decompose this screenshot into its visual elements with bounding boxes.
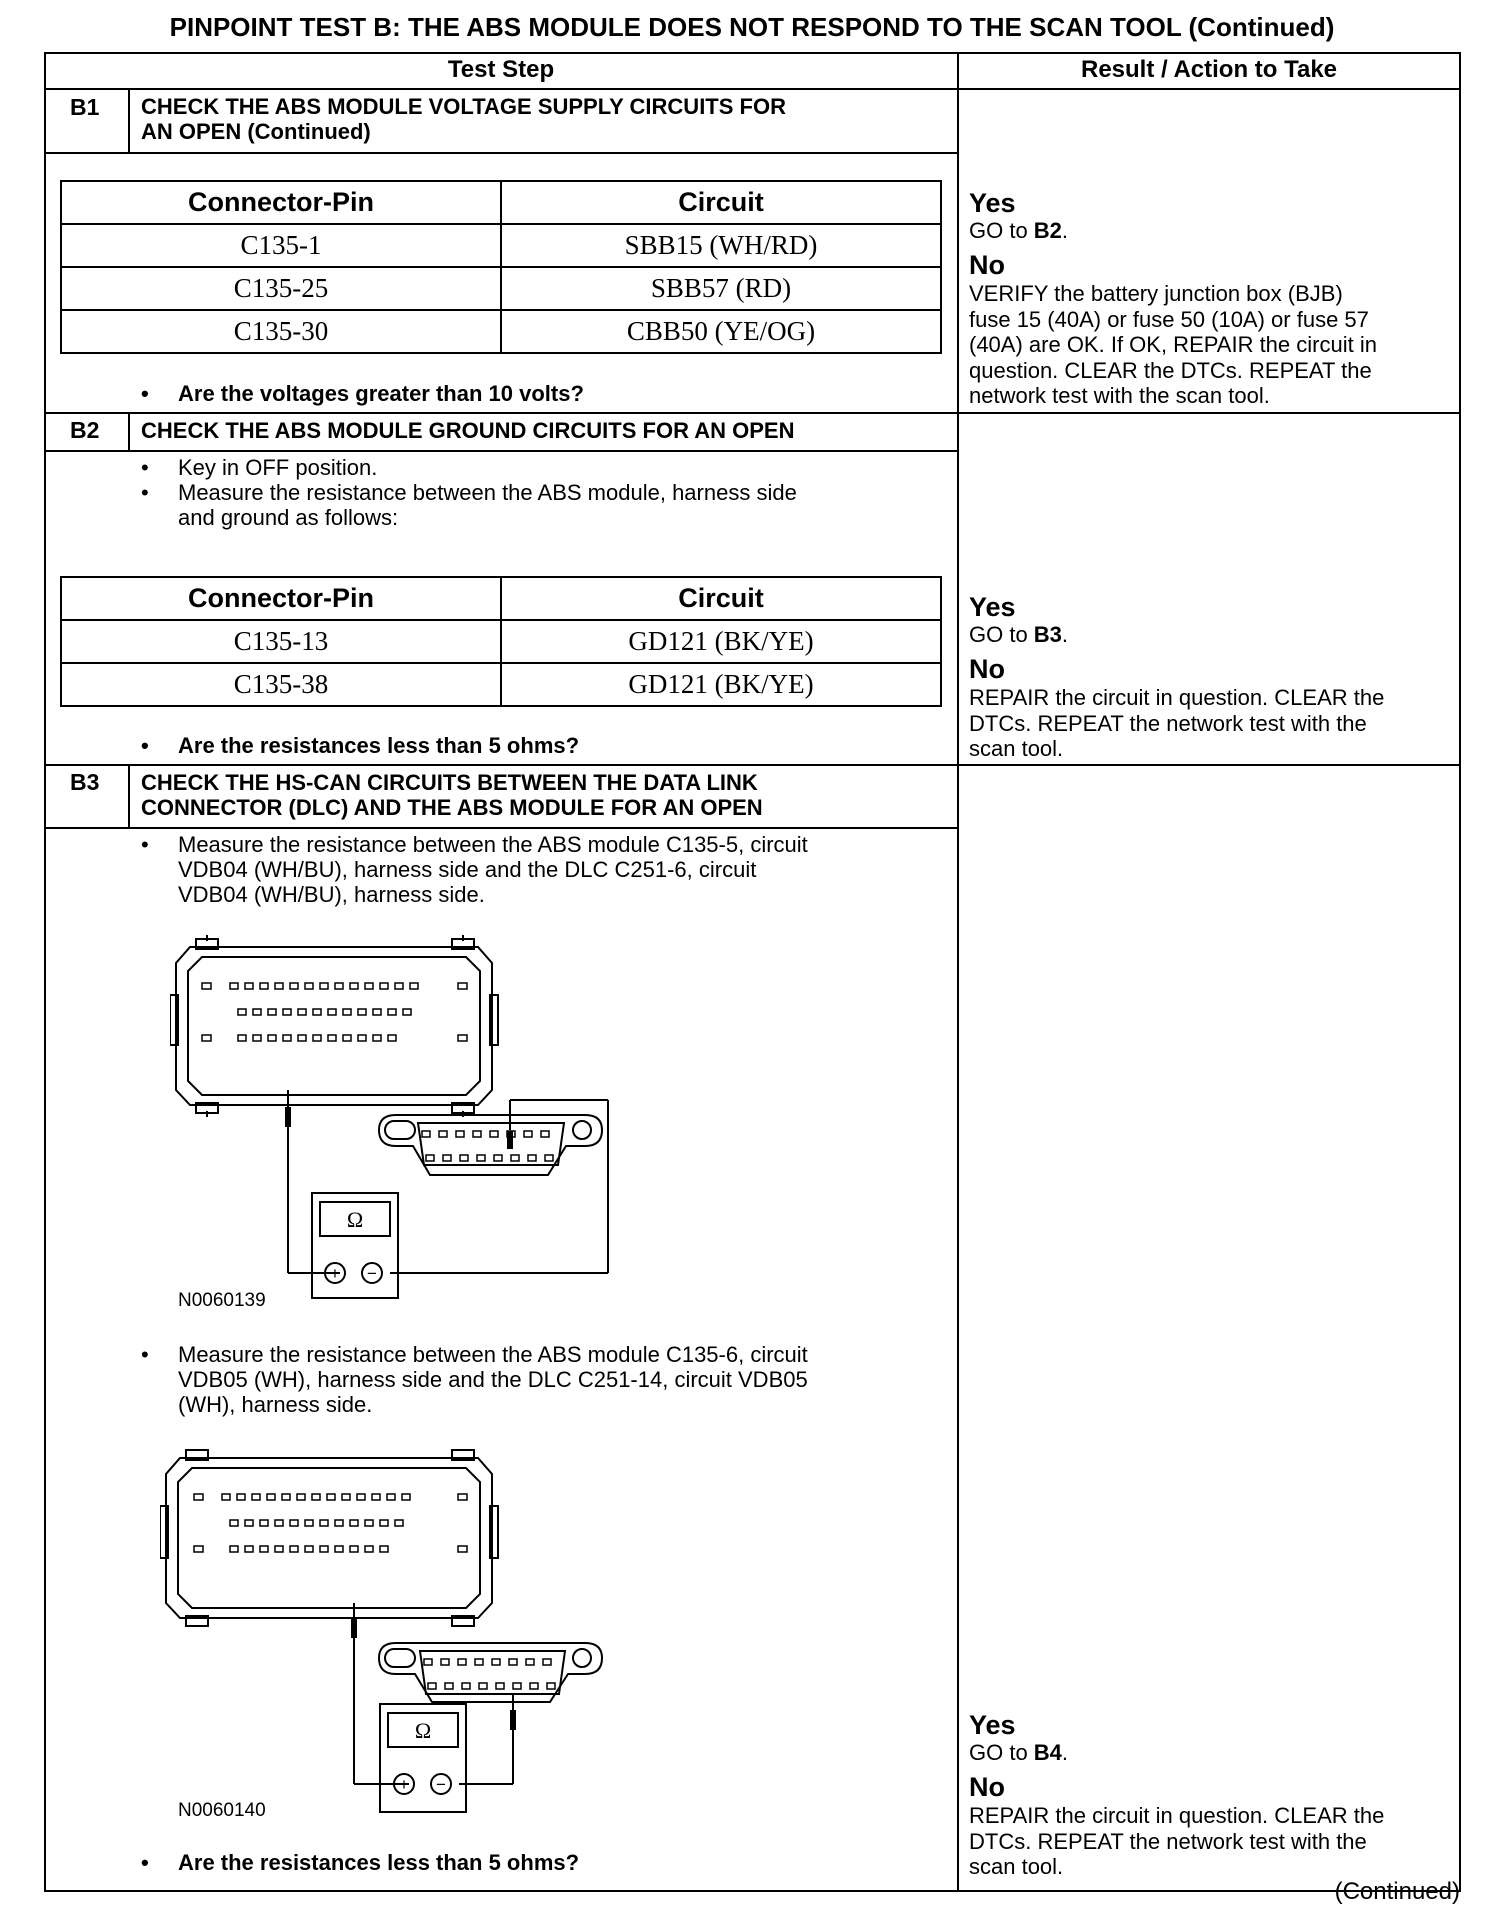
connector-pin	[358, 1035, 366, 1041]
connector-pin	[388, 1035, 396, 1041]
figure-label-2: N0060140	[178, 1800, 266, 1821]
meter-minus: −	[436, 1775, 446, 1794]
connector-pin	[543, 1659, 551, 1665]
ohm-symbol: Ω	[346, 1207, 364, 1232]
connector-pin	[328, 1009, 336, 1015]
connector-pin	[268, 1009, 276, 1015]
no-label: No	[969, 250, 1005, 280]
connector-pin	[428, 1683, 436, 1689]
connector-pin	[305, 983, 313, 989]
connector-pin	[545, 1155, 553, 1161]
meter-minus: −	[367, 1264, 377, 1283]
connector-pin	[260, 1520, 268, 1526]
connector-pin	[395, 1520, 403, 1526]
connector-pin	[424, 1659, 432, 1665]
connector-pin	[298, 1035, 306, 1041]
connector-pin	[275, 1520, 283, 1526]
connector-pin	[373, 1035, 381, 1041]
connector-pin	[403, 1009, 411, 1015]
connector-pin	[524, 1131, 532, 1137]
connector-pin	[320, 1520, 328, 1526]
connector-pin	[305, 1546, 313, 1552]
connector-pin	[530, 1683, 538, 1689]
connector-pin	[298, 1009, 306, 1015]
connector-pin	[245, 983, 253, 989]
connector-pin	[373, 1009, 381, 1015]
table-row: C135-30 CBB50 (YE/OG)	[61, 310, 941, 353]
connector-pin	[290, 1546, 298, 1552]
connector-pin	[509, 1659, 517, 1665]
connector-pin	[380, 983, 388, 989]
connector-pin	[328, 1035, 336, 1041]
connector-pin	[439, 1131, 447, 1137]
table-row: C135-25 SBB57 (RD)	[61, 267, 941, 310]
meter-plus: +	[330, 1264, 340, 1283]
connector-pin	[511, 1155, 519, 1161]
connector-pin	[230, 1520, 238, 1526]
connector-pin	[402, 1494, 410, 1500]
connector-pin	[343, 1035, 351, 1041]
connector-pin	[541, 1131, 549, 1137]
connector-pin	[395, 983, 403, 989]
connector-pin	[327, 1494, 335, 1500]
column-header: Circuit	[501, 577, 941, 620]
connector-pin	[458, 1659, 466, 1665]
b2-connector-table	[60, 576, 942, 707]
step-id-b2: B2	[70, 417, 100, 443]
connector-pin	[473, 1131, 481, 1137]
connector-pin	[267, 1494, 275, 1500]
table-row: C135-1 SBB15 (WH/RD)	[61, 224, 941, 267]
yes-label: Yes	[969, 592, 1016, 622]
connector-pin	[283, 1035, 291, 1041]
no-label: No	[969, 654, 1005, 684]
yes-label: Yes	[969, 1710, 1016, 1740]
connector-pin	[365, 1546, 373, 1552]
connector-pin	[462, 1683, 470, 1689]
connector-pin	[365, 983, 373, 989]
connector-pin	[350, 1520, 358, 1526]
connector-pin	[350, 1546, 358, 1552]
connector-pin	[335, 983, 343, 989]
continued-footer: (Continued)	[1334, 1878, 1460, 1905]
connector-pin	[320, 1546, 328, 1552]
connector-pin	[283, 1009, 291, 1015]
connector-pin	[547, 1683, 555, 1689]
connector-pin	[494, 1155, 502, 1161]
connector-pin	[456, 1131, 464, 1137]
step-id-b1: B1	[70, 94, 100, 120]
connector-pin	[282, 1494, 290, 1500]
column-header: Connector-Pin	[61, 181, 501, 224]
connector-pin	[460, 1155, 468, 1161]
connector-pin	[422, 1131, 430, 1137]
connector-pin	[477, 1155, 485, 1161]
connector-pin	[312, 1494, 320, 1500]
header-result: Result / Action to Take	[1080, 56, 1338, 83]
connector-pin	[526, 1659, 534, 1665]
connector-pin	[335, 1546, 343, 1552]
connector-pin	[313, 1035, 321, 1041]
connector-pin	[372, 1494, 380, 1500]
connector-pin	[441, 1659, 449, 1665]
step-id-b3: B3	[70, 769, 100, 795]
page-title: PINPOINT TEST B: THE ABS MODULE DOES NOT RESPOND TO THE SCAN TOOL (Continued)	[169, 12, 1335, 42]
connector-pin	[275, 1546, 283, 1552]
no-label: No	[969, 1772, 1005, 1802]
wiring-diagram-2	[160, 1448, 760, 1833]
yes-label: Yes	[969, 188, 1016, 218]
connector-pin	[513, 1683, 521, 1689]
connector-pin	[290, 1520, 298, 1526]
step-title-b3: CHECK THE HS-CAN CIRCUITS BETWEEN THE DATA LINK CONNECTOR (DLC) AND THE ABS MODULE FOR AN OPEN	[141, 770, 763, 820]
connector-pin	[305, 1520, 313, 1526]
connector-pin	[335, 1520, 343, 1526]
connector-pin	[528, 1155, 536, 1161]
connector-pin	[350, 983, 358, 989]
table-row: C135-38 GD121 (BK/YE)	[61, 663, 941, 706]
connector-pin	[492, 1659, 500, 1665]
connector-pin	[443, 1155, 451, 1161]
step-title-b2: CHECK THE ABS MODULE GROUND CIRCUITS FOR AN OPEN	[141, 418, 795, 443]
step-title-b1: CHECK THE ABS MODULE VOLTAGE SUPPLY CIRCUITS FOR AN OPEN (Continued)	[141, 94, 786, 144]
meter-plus: +	[399, 1775, 409, 1794]
connector-pin	[268, 1035, 276, 1041]
connector-pin	[260, 1546, 268, 1552]
connector-pin	[365, 1520, 373, 1526]
connector-pin	[343, 1009, 351, 1015]
connector-pin	[475, 1659, 483, 1665]
header-test-step: Test Step	[447, 56, 555, 83]
connector-pin	[479, 1683, 487, 1689]
connector-pin	[387, 1494, 395, 1500]
connector-pin	[380, 1546, 388, 1552]
connector-pin	[410, 983, 418, 989]
connector-pin	[496, 1683, 504, 1689]
ohm-symbol: Ω	[414, 1718, 432, 1743]
connector-pin	[297, 1494, 305, 1500]
connector-pin	[230, 1546, 238, 1552]
column-header: Circuit	[501, 181, 941, 224]
connector-pin	[230, 983, 238, 989]
connector-pin	[222, 1494, 230, 1500]
connector-pin	[238, 1009, 246, 1015]
wiring-diagram-1	[170, 935, 760, 1320]
connector-pin	[490, 1131, 498, 1137]
connector-pin	[358, 1009, 366, 1015]
connector-pin	[252, 1494, 260, 1500]
table-row: C135-13 GD121 (BK/YE)	[61, 620, 941, 663]
figure-label-1: N0060139	[178, 1290, 266, 1311]
connector-pin	[388, 1009, 396, 1015]
connector-pin	[290, 983, 298, 989]
connector-pin	[426, 1155, 434, 1161]
connector-pin	[275, 983, 283, 989]
column-header: Connector-Pin	[61, 577, 501, 620]
connector-pin	[380, 1520, 388, 1526]
connector-pin	[445, 1683, 453, 1689]
connector-pin	[238, 1035, 246, 1041]
connector-pin	[253, 1009, 261, 1015]
connector-pin	[253, 1035, 261, 1041]
connector-pin	[357, 1494, 365, 1500]
connector-pin	[342, 1494, 350, 1500]
connector-pin	[237, 1494, 245, 1500]
connector-pin	[245, 1520, 253, 1526]
connector-pin	[260, 983, 268, 989]
connector-pin	[320, 983, 328, 989]
connector-pin	[245, 1546, 253, 1552]
b1-connector-table	[60, 180, 942, 354]
connector-pin	[313, 1009, 321, 1015]
